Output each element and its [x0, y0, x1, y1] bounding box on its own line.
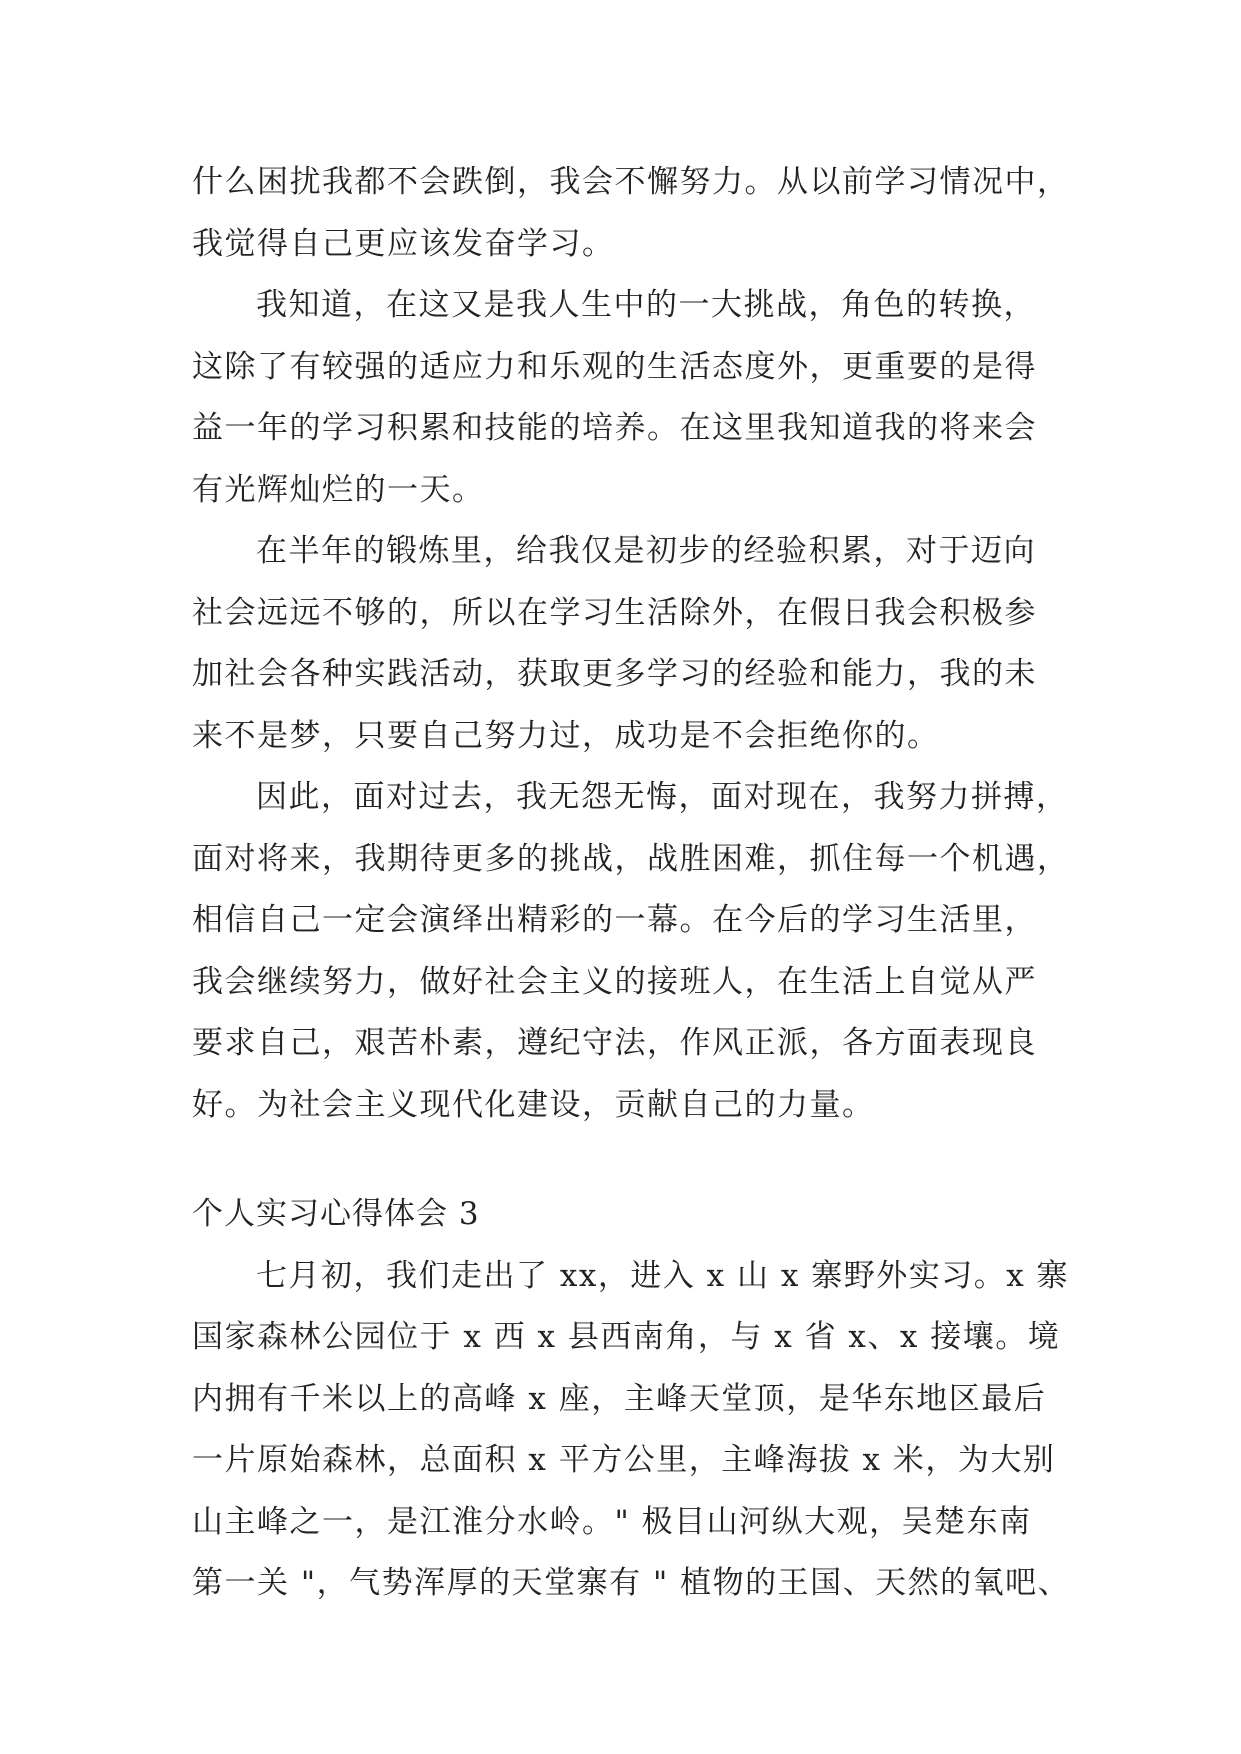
text-line: 山主峰之一，是江淮分水岭。" 极目山河纵大观，吴楚东南 [192, 1503, 1032, 1540]
text-line: 益一年的学习积累和技能的培养。在这里我知道我的将来会 [192, 410, 1037, 446]
text-line: 我知道，在这又是我人生中的一大挑战，角色的转换， [256, 287, 1036, 323]
text-line: 我会继续努力，做好社会主义的接班人，在生活上自觉从严 [192, 963, 1037, 1000]
paragraph [192, 275, 1060, 521]
text-line: 七月初，我们走出了 xx，进入 x 山 x 寨野外实习。x 寨 [256, 1257, 1070, 1294]
text-line: 一片原始森林，总面积 x 平方公里，主峰海拔 x 米，为大别 [192, 1442, 1056, 1478]
text-line: 我觉得自己更应该发奋学习。 [192, 225, 615, 262]
paragraph [192, 767, 1070, 1136]
text-line: 国家森林公园位于 x 西 x 县西南角，与 x 省 x、x 接壤。境 [192, 1319, 1061, 1355]
text-line: 在半年的锻炼里，给我仅是初步的经验积累，对于迈向 [256, 533, 1036, 569]
paragraph [192, 1246, 1071, 1615]
document-body [192, 152, 1071, 1615]
text-line: 这除了有较强的适应力和乐观的生活态度外，更重要的是得 [192, 348, 1037, 385]
text-line: 什么困扰我都不会跌倒，我会不懈努力。从以前学习情况中， [192, 164, 1070, 200]
paragraph [192, 152, 1070, 275]
text-line: 社会远远不够的，所以在学习生活除外，在假日我会积极参 [192, 594, 1037, 631]
text-line: 加社会各种实践活动，获取更多学习的经验和能力，我的未 [192, 656, 1037, 692]
text-line: 有光辉灿烂的一天。 [192, 471, 485, 508]
text-line: 内拥有千米以上的高峰 x 座，主峰天堂顶，是华东地区最后 [192, 1380, 1047, 1417]
text-line: 因此，面对过去，我无怨无悔，面对现在，我努力拼搏， [256, 779, 1069, 815]
text-line: 好。为社会主义现代化建设，贡献自己的力量。 [192, 1086, 875, 1123]
text-line: 面对将来，我期待更多的挑战，战胜困难，抓住每一个机遇， [192, 840, 1070, 877]
text-line: 来不是梦，只要自己努力过，成功是不会拒绝你的。 [192, 717, 940, 754]
section-heading: 个人实习心得体会 3 [192, 1196, 480, 1232]
text-line: 相信自己一定会演绎出精彩的一幕。在今后的学习生活里， [192, 902, 1037, 938]
text-line: 要求自己，艰苦朴素，遵纪守法，作风正派，各方面表现良 [192, 1025, 1037, 1061]
text-line: 第一关 "，气势浑厚的天堂寨有 " 植物的王国、天然的氧吧、 [192, 1565, 1071, 1601]
paragraph [192, 521, 1060, 767]
